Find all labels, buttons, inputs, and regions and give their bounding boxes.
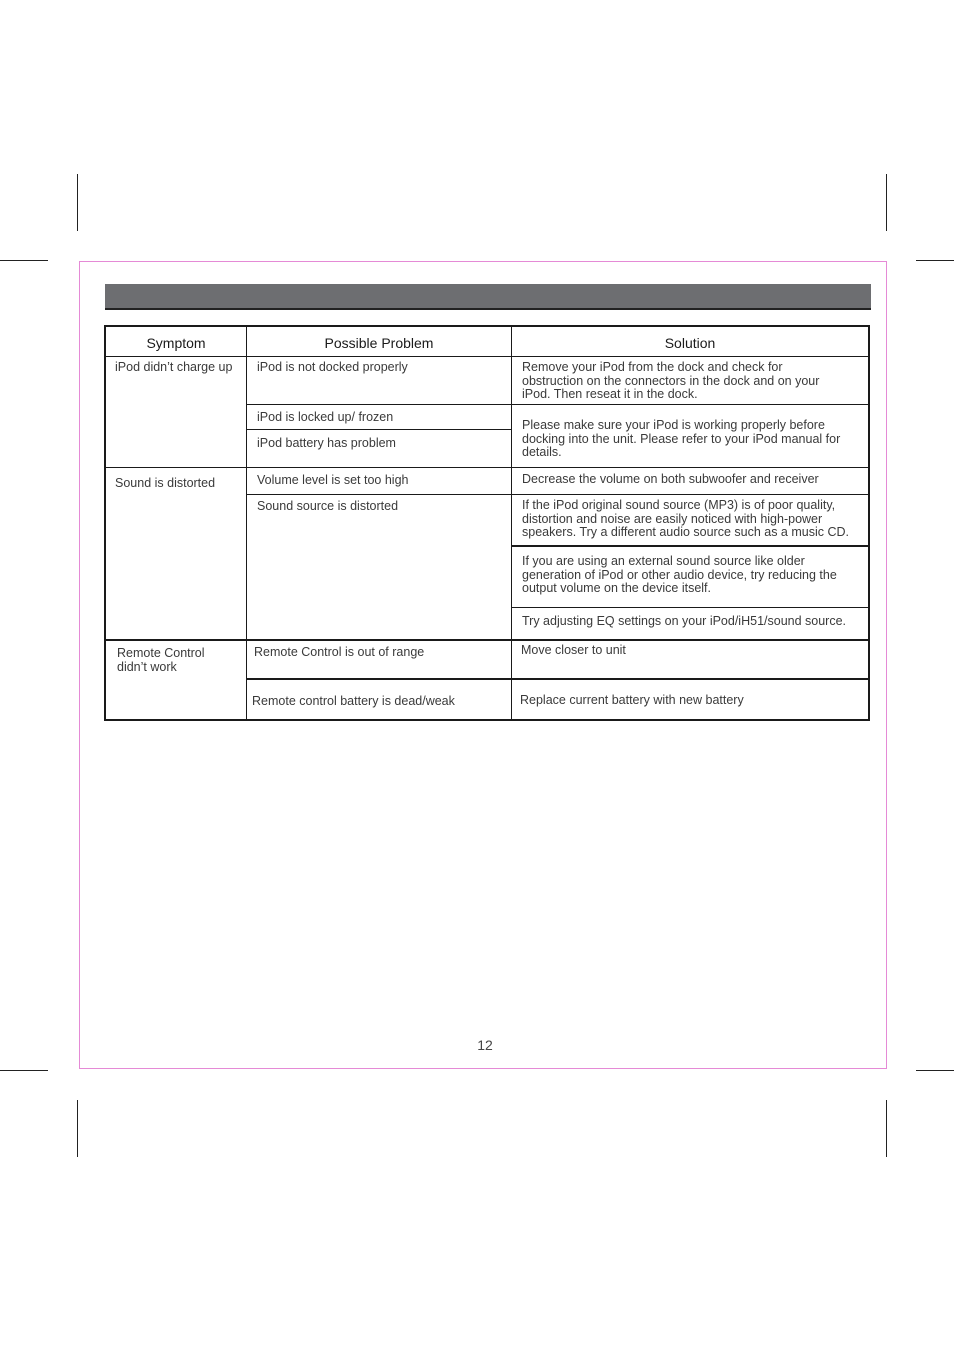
page-number: 12 — [477, 1037, 493, 1053]
table-border — [104, 325, 106, 721]
table-border — [105, 719, 870, 721]
row-divider — [511, 545, 869, 547]
row-divider — [511, 607, 869, 608]
solution-cell: If you are using an external sound source like older generation of iPod or other audio device, try reducing the output volume on the device itself. — [522, 554, 837, 595]
solution-cell: Move closer to unit — [521, 643, 626, 657]
symptom-cell: Sound is distorted — [115, 476, 216, 490]
table-border — [868, 325, 870, 721]
row-divider — [105, 467, 870, 468]
column-divider — [511, 325, 512, 721]
column-header-symptom: Symptom — [146, 335, 206, 351]
row-divider — [105, 356, 870, 357]
problem-cell: iPod is not docked properly — [257, 360, 408, 374]
column-divider — [246, 325, 247, 721]
column-header-possible-problem: Possible Problem — [324, 335, 434, 351]
solution-cell: Remove your iPod from the dock and check for obstruction on the connectors in the dock and on your iPod. Then reseat it in the dock. — [522, 360, 820, 401]
row-divider — [246, 678, 869, 680]
column-header-solution: Solution — [664, 335, 716, 351]
row-divider — [105, 639, 870, 641]
row-divider — [246, 429, 512, 430]
symptom-cell: iPod didn’t charge up — [115, 360, 233, 374]
solution-cell: If the iPod original sound source (MP3) is of poor quality, distortion and noise are easily noticed with high-power speakers. Try a different audio source such as a music CD. — [522, 498, 850, 539]
solution-cell: Replace current battery with new battery — [520, 693, 744, 707]
solution-cell: Please make sure your iPod is working properly before docking into the unit. Please refer to your iPod manual for details. — [522, 418, 841, 459]
table-border — [105, 325, 870, 327]
row-divider — [246, 404, 869, 405]
problem-cell: iPod is locked up/ frozen — [257, 410, 394, 424]
problem-cell: Volume level is set too high — [257, 473, 409, 487]
problem-cell: Sound source is distorted — [257, 499, 399, 513]
problem-cell: Remote Control is out of range — [254, 645, 425, 659]
symptom-cell: Remote Control didn’t work — [117, 646, 205, 674]
solution-cell: Decrease the volume on both subwoofer and receiver — [522, 472, 819, 486]
problem-cell: iPod battery has problem — [257, 436, 396, 450]
solution-cell: Try adjusting EQ settings on your iPod/iH51/sound source. — [522, 614, 847, 628]
problem-cell: Remote control battery is dead/weak — [252, 694, 455, 708]
row-divider — [246, 494, 869, 495]
